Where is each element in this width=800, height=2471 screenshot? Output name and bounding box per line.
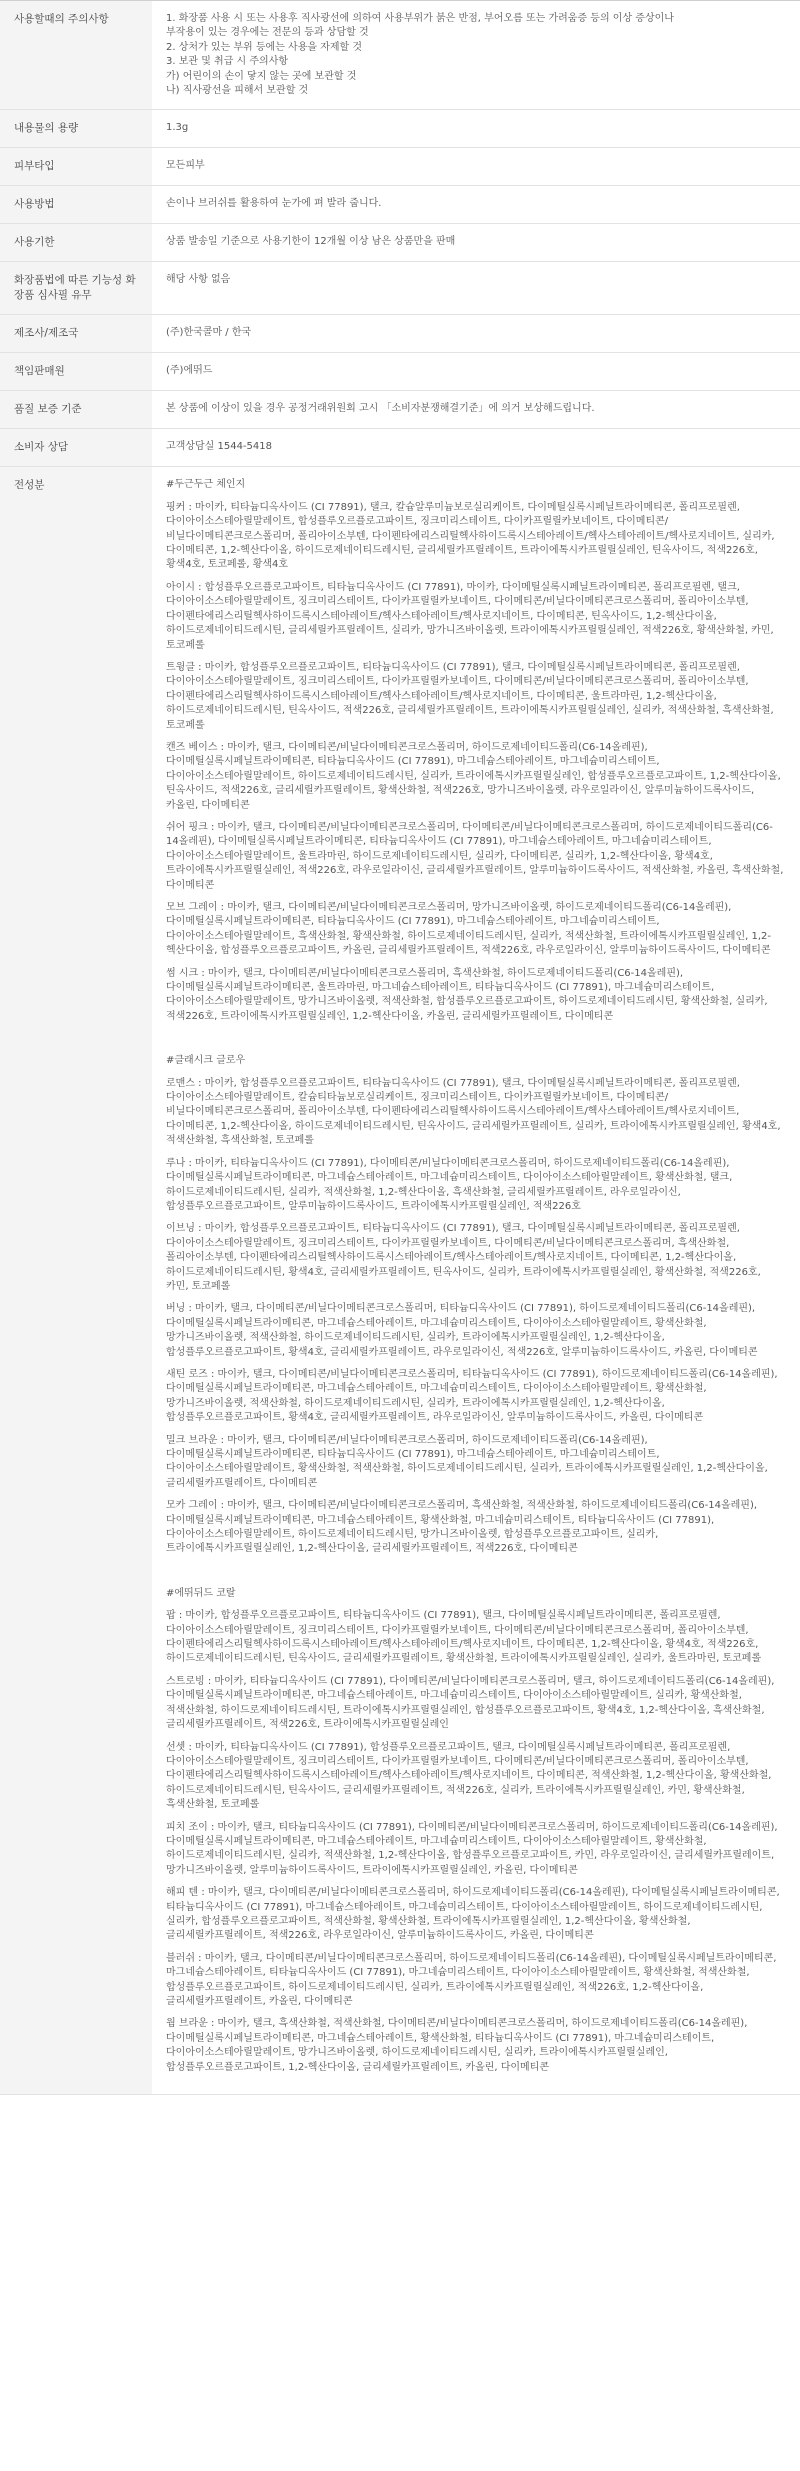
ingredient-shade-list: 밀크 브라운 : 마이카, 탤크, 다이메티콘/비닐다이메티콘크로스폴리머, 하이드로제네이티드폴리(C6-14올레핀), 다이메틸실록시페닐트라이메티콘, 티타늄디옥사이드 (CI 77891), 마그네슘스테아레이트, 마그네슘미리스테이트, 다이아이소스테아릴말레이트, 황색산화철, 적색산화철, 하이드로제네이티드레시틴, 실리카, 트라이에톡시카프릴릴실레인, 1,2-헥산다이올, 글리세릴카프릴레이트, 다이메티콘 [166,1434,768,1489]
row-value: (주)에뛰드 [166,365,213,377]
info-row [0,391,800,429]
ingredient-shade-list: 팝 : 마이카, 합성플루오르플로고파이트, 티타늄디옥사이드 (CI 77891), 탤크, 다이메틸실록시페닐트라이메티콘, 폴리프로필렌, 다이아이소스테아릴말레이트, 징크미리스테이트, 다이카프릴릴카보네이트, 다이메티콘/비닐다이메티콘크로스폴리머, 폴리아이소부텐, 다이펜타에리스리틸헥사하이드록시스테아레이트/헥사스테아레이트/헥사로지네이트, 다이메티콘, 1,2-헥산다이올, 황색4호, 적색226호, 하이드로제네이티드레시틴, 틴옥사이드, 글리세릴카프릴레이트, 황색산화철, 트라이에톡시카프릴릴실레인, 실리카, 울트라마린, 토코페롤 [166,1610,762,1665]
ingredient-shade-list: 버닝 : 마이카, 탤크, 다이메티콘/비닐다이메티콘크로스폴리머, 티타늄디옥사이드 (CI 77891), 하이드로제네이티드폴리(C6-14올레핀), 다이메틸실록시페닐트라이메티콘, 마그네슘스테아레이트, 마그네슘미리스테이트, 다이아이소스테아릴말레이트, 황색산화철, 망가니즈바이올렛, 적색산화철, 하이드로제네이티드레시틴, 실리카, 트라이에톡시카프릴릴실레인, 1,2-헥산다이올, 합성플루오르플로고파이트, 황색4호, 글리세릴카프릴레이트, 라우로일라이신, 적색226호, 알루미늄하이드록사이드, 카올린, 다이메티콘 [166,1303,758,1358]
row-value: 상품 발송일 기준으로 사용기한이 12개월 이상 남은 상품만을 판매 [166,236,456,248]
ingredient-group-heading: #두근두근 체인지 [166,479,246,491]
row-value: 손이나 브러쉬를 활용하여 눈가에 펴 발라 줍니다. [166,198,382,210]
group-spacer [166,1565,786,1587]
ingredient-shade-list: 해피 텐 : 마이카, 탤크, 다이메티콘/비닐다이메티콘크로스폴리머, 하이드로제네이티드폴리(C6-14올레핀), 다이메틸실록시페닐트라이메티콘, 티타늄디옥사이드 (CI 77891), 마그네슘스테아레이트, 마그네슘미리스테이트, 다이아이소스테아릴말레이트, 하이드로제네이티드레시틴, 실리카, 합성플루오르플로고파이트, 적색산화철, 황색산화철, 트라이에톡시카프릴릴실레인, 1,2-헥산다이올, 황색산화철, 글리세릴카프릴레이트, 적색226호, 라우로일라이신, 알루미늄하이드록사이드, 카올린, 다이메티콘 [166,1887,780,1942]
info-row [0,315,800,353]
ingredients-label: 전성분 [0,467,152,2094]
ingredient-shade-list: 이브닝 : 마이카, 합성플루오르플로고파이트, 티타늄디옥사이드 (CI 77891), 탤크, 다이메틸실록시페닐트라이메티콘, 폴리프로필렌, 다이아이소스테아릴말레이트, 징크미리스테이트, 다이카프릴릴카보네이트, 다이메티콘/비닐다이메티콘크로스폴리머, 흑색산화철, 폴리아이소부텐, 다이펜타에리스리틸헥사하이드록시스테아레이트/헥사스테아레이트/헥사로지네이트, 다이메티콘, 1,2-헥산다이올, 하이드로제네이티드레시틴, 황색4호, 글리세릴카프릴레이트, 틴옥사이드, 실리카, 트라이에톡시카프릴릴실레인, 황색산화철, 적색226호, 카민, 토코페롤 [166,1223,761,1292]
ingredient-shade-list: 캔즈 베이스 : 마이카, 탤크, 다이메티콘/비닐다이메티콘크로스폴리머, 하이드로제네이티드폴리(C6-14올레핀), 다이메틸실록시페닐트라이메티콘, 티타늄디옥사이드 (CI 77891), 마그네슘스테아레이트, 마그네슘미리스테이트, 다이아이소스테아릴말레이트, 하이드로제네이티드레시틴, 실리카, 트라이에톡시카프릴릴실레인, 합성플루오르플로고파이트, 1,2-헥산다이올, 틴옥사이드, 적색226호, 글리세릴카프릴레이트, 황색산화철, 적색226호, 망가니즈바이올렛, 라우로일라이신, 알루미늄하이드록사이드, 카올린, 다이메티콘 [166,741,781,811]
row-label: 내용물의 용량 [0,110,152,147]
ingredient-shade-list: 트윙클 : 마이카, 합성플루오르플로고파이트, 티타늄디옥사이드 (CI 77891), 탤크, 다이메틸실록시페닐트라이메티콘, 폴리프로필렌, 다이아이소스테아릴말레이트, 징크미리스테이트, 다이카프릴릴카보네이트, 다이메티콘/비닐다이메티콘크로스폴리머, 폴리아이소부텐, 다이펜타에리스리틸헥사하이드록시스테아레이트/헥사스테아레이트/헥사로지네이트, 다이메티콘, 울트라마린, 1,2-헥산다이올, 하이드로제네이티드레시틴, 틴옥사이드, 적색226호, 글리세릴카프릴레이트, 트라이에톡시카프릴릴실레인, 실리카, 적색산화철, 흑색산화철, 토코페롤 [166,661,774,731]
info-row [0,0,800,110]
row-label: 피부타입 [0,148,152,185]
ingredient-shade-list: 핑커 : 마이카, 티타늄디옥사이드 (CI 77891), 탤크, 칼슘알루미늄보로실리케이트, 다이메틸실록시페닐트라이메티콘, 폴리프로필렌, 다이아이소스테아릴말레이트, 합성플루오르플로고파이트, 징크미리스테이트, 다이카프릴릴카보네이트, 다이메티콘/비닐다이메티콘크로스폴리머, 폴리아이소부텐, 다이펜타에리스리틸헥사하이드록시스테아레이트/헥사스테아레이트/헥사로지네이트, 실리카, 다이메티콘, 1,2-헥산다이올, 하이드로제네이티드레시틴, 글리세릴카프릴레이트, 트라이에톡시카프릴릴실레인, 틴옥사이드, 적색226호, 황색4호, 토코페롤, 황색4호 [166,501,775,571]
row-value: (주)한국콜마 / 한국 [166,327,252,339]
ingredient-shade-list: 모브 그레이 : 마이카, 탤크, 다이메티콘/비닐다이메티콘크로스폴리머, 망가니즈바이올렛, 하이드로제네이티드폴리(C6-14올레핀), 다이메틸실록시페닐트라이메티콘, 티타늄디옥사이드 (CI 77891), 마그네슘스테아레이트, 마그네슘미리스테이트, 다이아이소스테아릴말레이트, 흑색산화철, 황색산화철, 하이드로제네이티드레시틴, 실리카, 적색산화철, 트라이에톡시카프릴릴실레인, 1,2-헥산다이올, 합성플루오르플로고파이트, 카올린, 글리세릴카프릴레이트, 적색226호, 라우로일라이신, 알루미늄하이드록사이드, 다이메티콘 [166,902,771,957]
info-row [0,110,800,148]
ingredient-shade-list: 썸 시크 : 마이카, 탤크, 다이메티콘/비닐다이메티콘크로스폴리머, 흑색산화철, 하이드로제네이티드폴리(C6-14올레핀), 다이메틸실록시페닐트라이메티콘, 울트라마린, 마그네슘스테아레이트, 티타늄디옥사이드 (CI 77891), 마그네슘미리스테이트, 다이아이소스테아릴말레이트, 망가니즈바이올렛, 적색산화철, 합성플루오르플로고파이트, 하이드로제네이티드레시틴, 황색산화철, 실리카, 적색226호, 트라이에톡시카프릴릴실레인, 1,2-헥산다이올, 카올린, 글리세릴카프릴레이트, 다이메티콘 [166,967,768,1022]
row-value: 해당 사항 없음 [166,274,231,286]
row-value: 모든피부 [166,160,205,172]
ingredient-shade-list: 아이시 : 합성플루오르플로고파이트, 티타늄디옥사이드 (CI 77891), 마이카, 다이메틸실록시페닐트라이메티콘, 폴리프로필렌, 탤크, 다이아이소스테아릴말레이트, 징크미리스테이트, 다이카프릴릴카보네이트, 다이메티콘/비닐다이메티콘크로스폴리머, 폴리아이소부텐, 다이펜타에리스리틸헥사하이드록시스테아레이트/헥사스테아레이트/헥사로지네이트, 다이메티콘, 틴옥사이드, 1,2-헥산다이올, 하이드로제네이티드레시틴, 글리세릴카프릴레이트, 실리카, 망가니즈바이올렛, 트라이에톡시카프릴릴실레인, 적색226호, 황색산화철, 카민, 토코페롤 [166,581,774,651]
info-row [0,262,800,315]
group-spacer [166,1032,786,1054]
row-label: 책임판매원 [0,353,152,390]
ingredient-shade-list: 루나 : 마이카, 티타늄디옥사이드 (CI 77891), 다이메티콘/비닐다이메티콘크로스폴리머, 하이드로제네이티드폴리(C6-14올레핀), 다이메틸실록시페닐트라이메티콘, 마그네슘스테아레이트, 마그네슘미리스테이트, 다이아이소스테아릴말레이트, 황색산화철, 탤크, 하이드로제네이티드레시틴, 실리카, 적색산화철, 1,2-헥산다이올, 흑색산화철, 글리세릴카프릴레이트, 라우로일라이신, 합성플루오르플로고파이트, 알루미늄하이드록사이드, 트라이에톡시카프릴릴실레인, 적색226호 [166,1157,733,1212]
ingredient-group-heading: #클래시크 글로우 [166,1055,246,1067]
info-row [0,429,800,467]
row-value: 1.3g [166,122,189,134]
ingredient-shade-list: 블러쉬 : 마이카, 탤크, 다이메티콘/비닐다이메티콘크로스폴리머, 하이드로제네이티드폴리(C6-14올레핀), 다이메틸실록시페닐트라이메티콘, 마그네슘스테아레이트, 티타늄디옥사이드 (CI 77891), 마그네슘미리스테이트, 다이아이소스테아릴말레이트, 황색산화철, 적색산화철, 합성플루오르플로고파이트, 하이드로제네이티드레시틴, 실리카, 트라이에톡시카프릴릴실레인, 적색226호, 1,2-헥산다이올, 글리세릴카프릴레이트, 카올린, 다이메티콘 [166,1952,777,2007]
ingredient-shade-list: 쉬어 핑크 : 마이카, 탤크, 다이메티콘/비닐다이메티콘크로스폴리머, 다이메티콘/비닐다이메티콘크로스폴리머, 하이드로제네이티드폴리(C6-14올레핀), 다이메틸실록시페닐트라이메티콘, 티타늄디옥사이드 (CI 77891), 마그네슘스테아레이트, 마그네슘미리스테이트, 다이아이소스테아릴말레이트, 울트라마린, 하이드로제네이티드레시틴, 실리카, 다이메티콘, 실리카, 1,2-헥산다이올, 황색4호, 트라이에톡시카프릴릴실레인, 적색226호, 라우로일라이신, 글리세릴카프릴레이트, 알루미늄하이드록사이드, 적색산화철, 카올린, 흑색산화철, 다이메티콘 [166,821,784,891]
row-value: 고객상담실 1544-5418 [166,441,272,453]
row-label: 제조사/제조국 [0,315,152,352]
info-row [0,353,800,391]
ingredient-shade-list: 새틴 로즈 : 마이카, 탤크, 다이메티콘/비닐다이메티콘크로스폴리머, 티타늄디옥사이드 (CI 77891), 하이드로제네이티드폴리(C6-14올레핀), 다이메틸실록시페닐트라이메티콘, 마그네슘스테아레이트, 마그네슘미리스테이트, 다이아이소스테아릴말레이트, 황색산화철, 망가니즈바이올렛, 적색산화철, 하이드로제네이티드레시틴, 실리카, 트라이에톡시카프릴릴실레인, 1,2-헥산다이올, 합성플루오르플로고파이트, 황색4호, 글리세릴카프릴레이트, 라우로일라이신, 알루미늄하이드록사이드, 카올린, 다이메티콘 [166,1368,778,1424]
ingredient-shade-list: 웜 브라운 : 마이카, 탤크, 흑색산화철, 적색산화철, 다이메티콘/비닐다이메티콘크로스폴리머, 하이드로제네이티드폴리(C6-14올레핀), 다이메틸실록시페닐트라이메티콘, 마그네슘스테아레이트, 황색산화철, 티타늄디옥사이드 (CI 77891), 마그네슘미리스테이트, 다이아이소스테아릴말레이트, 망가니즈바이올렛, 하이드로제네이티드레시틴, 실리카, 트라이에톡시카프릴릴실레인, 합성플루오르플로고파이트, 1,2-헥산다이올, 글리세릴카프릴레이트, 카올린, 다이메티콘 [166,2018,748,2073]
info-row [0,224,800,262]
ingredient-group-heading: #에뛰뒤드 코랄 [166,1587,236,1599]
row-value: 본 상품에 이상이 있을 경우 공정거래위원회 고시 「소비자분쟁해결기준」에 의거 보상해드립니다. [166,403,595,415]
ingredients-row [0,467,800,2095]
ingredient-shade-list: 모카 그레이 : 마이카, 탤크, 다이메티콘/비닐다이메티콘크로스폴리머, 흑색산화철, 적색산화철, 하이드로제네이티드폴리(C6-14올레핀), 다이메틸실록시페닐트라이메티콘, 마그네슘스테아레이트, 황색산화철, 마그네슘미리스테이트, 티타늄디옥사이드 (CI 77891), 다이아이소스테아릴말레이트, 하이드로제네이티드레시틴, 망가니즈바이올렛, 합성플루오르플로고파이트, 실리카, 트라이에톡시카프릴릴실레인, 1,2-헥산다이올, 글리세릴카프릴레이트, 적색226호, 다이메티콘 [166,1500,758,1555]
ingredient-shade-list: 스트로빙 : 마이카, 티타늄디옥사이드 (CI 77891), 다이메티콘/비닐다이메티콘크로스폴리머, 탤크, 하이드로제네이티드폴리(C6-14올레핀), 다이메틸실록시페닐트라이메티콘, 마그네슘스테아레이트, 마그네슘미리스테이트, 다이아이소스테아릴말레이트, 실리카, 황색산화철, 적색산화철, 하이드로제네이티드레시틴, 트라이에톡시카프릴릴실레인, 합성플루오르플로고파이트, 황색4호, 1,2-헥산다이올, 흑색산화철, 글리세릴카프릴레이트, 적색226호, 트라이에톡시카프릴릴실레인 [166,1675,775,1731]
ingredients-value [152,467,800,2094]
row-label: 소비자 상담 [0,429,152,466]
row-label: 사용할때의 주의사항 [0,1,152,109]
row-label: 사용기한 [0,224,152,261]
row-value: 1. 화장품 사용 시 또는 사용후 직사광선에 의하여 사용부위가 붉은 반점, 부어오름 또는 가려움증 등의 이상 증상이나 부작용이 있는 경우에는 전문의 등과 상담할 것 2. 상처가 있는 부위 등에는 사용을 자제할 것 3. 보관 및 취급 시 주의사항 가) 어린이의 손이 닿지 않는 곳에 보관할 것 나) 직사광선을 피해서 보관할 것 [166,13,674,97]
info-row [0,148,800,186]
row-label: 화장품법에 따른 기능성 화장품 심사필 유무 [0,262,152,314]
row-label: 사용방법 [0,186,152,223]
ingredient-shade-list: 선셋 : 마이카, 티타늄디옥사이드 (CI 77891), 합성플루오르플로고파이트, 탤크, 다이메틸실록시페닐트라이메티콘, 폴리프로필렌, 다이아이소스테아릴말레이트, 징크미리스테이트, 다이카프릴릴카보네이트, 다이메티콘/비닐다이메티콘크로스폴리머, 폴리아이소부텐, 다이펜타에리스리틸헥사하이드록시스테아레이트/헥사스테아레이트/헥사로지네이트, 다이메티콘, 적색산화철, 1,2-헥산다이올, 황색산화철, 하이드로제네이티드레시틴, 틴옥사이드, 글리세릴카프릴레이트, 적색226호, 실리카, 트라이에톡시카프릴릴실레인, 카민, 황색산화철, 흑색산화철, 토코페롤 [166,1741,772,1811]
row-label: 품질 보증 기준 [0,391,152,428]
ingredient-shade-list: 로맨스 : 마이카, 합성플루오르플로고파이트, 티타늄디옥사이드 (CI 77891), 탤크, 다이메틸실록시페닐트라이메티콘, 폴리프로필렌, 다이아이소스테아릴말레이트, 칼슘티타늄보로실리케이트, 징크미리스테이트, 다이카프릴릴카보네이트, 다이메티콘/비닐다이메티콘크로스폴리머, 폴리아이소부텐, 다이펜타에리스리틸헥사하이드록시스테아레이트/헥사스테아레이트/헥사로지네이트, 다이메티콘, 1,2-헥산다이올, 하이드로제네이티드레시틴, 틴옥사이드, 글리세릴카프릴레이트, 실리카, 트라이에톡시카프릴릴실레인, 황색4호, 적색산화철, 흑색산화철, 토코페롤 [166,1077,781,1147]
info-row [0,186,800,224]
ingredient-shade-list: 피치 조이 : 마이카, 탤크, 티타늄디옥사이드 (CI 77891), 다이메티콘/비닐다이메티콘크로스폴리머, 하이드로제네이티드폴리(C6-14올레핀), 다이메틸실록시페닐트라이메티콘, 마그네슘스테아레이트, 마그네슘미리스테이트, 다이아이소스테아릴말레이트, 황색산화철, 하이드로제네이티드레시틴, 실리카, 적색산화철, 1,2-헥산다이올, 합성플루오르플로고파이트, 카민, 라우로일라이신, 글리세릴카프릴레이트, 망가니즈바이올렛, 알루미늄하이드록사이드, 트라이에톡시카프릴릴실레인, 카올린, 다이메티콘 [166,1821,778,1876]
